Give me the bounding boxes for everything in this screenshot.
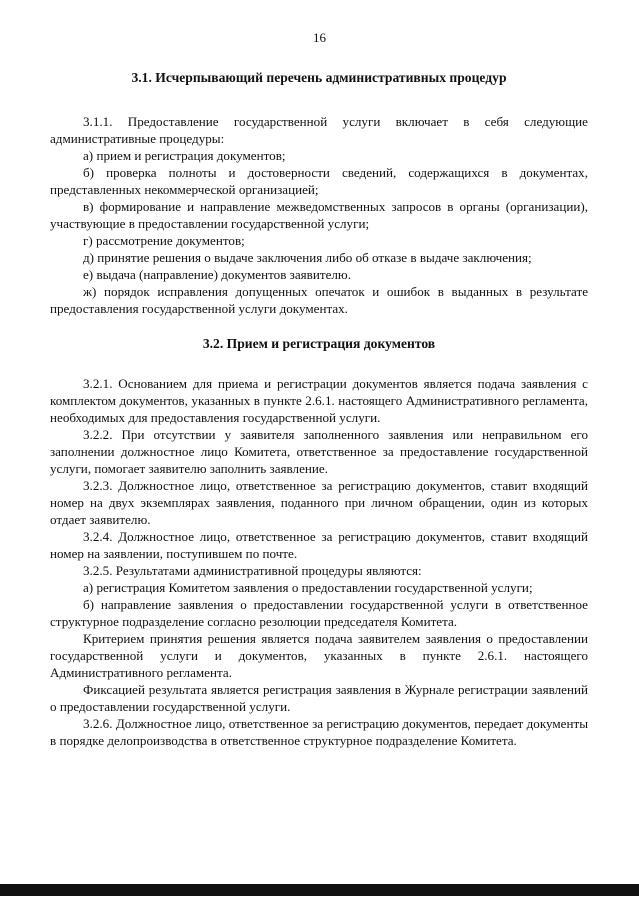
paragraph-3-2-5: 3.2.5. Результатами административной процедуры являются: [83,563,422,578]
section-3-2-body [50,375,588,749]
paragraph-3-2-4: 3.2.4. Должностное лицо, ответственное за регистрацию документов, ставит входящий номер на заявлении, поступившем по почте. [50,529,588,561]
list-item-d: д) принятие решения о выдаче заключения либо об отказе в выдаче заключения; [83,250,532,265]
result-item-a: а) регистрация Комитетом заявления о предоставлении государственной услуги; [83,580,533,595]
list-item-zh: ж) порядок исправления допущенных опечаток и ошибок в выданных в результате предоставления государственной услуги документах. [50,284,588,316]
list-item-b: б) проверка полноты и достоверности сведений, содержащихся в документах, представленных некоммерческой организацией; [50,165,588,197]
result-item-b: б) направление заявления о предоставлении государственной услуги в ответственное структурное подразделение согласно резолюции председателя Комитета. [50,597,588,629]
page-number: 16 [313,30,326,45]
section-3-1-heading: 3.1. Исчерпывающий перечень административных процедур [131,70,507,85]
section-3-2-heading: 3.2. Прием и регистрация документов [202,336,436,351]
scan-bottom-border [0,884,639,896]
paragraph-3-2-3: 3.2.3. Должностное лицо, ответственное за регистрацию документов, ставит входящий номер на двух экземплярах заявления, поданного при личном обращении, один из которых отдает заявителю. [50,478,588,527]
paragraph-3-2-2: 3.2.2. При отсутствии у заявителя заполненного заявления или неправильном его заполнении должностное лицо Комитета, ответственное за предоставление государственной услуги, помогает заявителю заполнить заявление. [50,427,588,476]
list-item-v: в) формирование и направление межведомственных запросов в органы (организации), участвующие в предоставлении государственной услуги; [50,199,588,231]
decision-criterion-paragraph: Критерием принятия решения является подача заявителем заявления о предоставлении государственной услуги и документов, указанных в пункте 2.6.1. настоящего Административного регламента. [50,631,588,680]
list-item-e: е) выдача (направление) документов заявителю. [83,267,351,282]
document-body [50,62,588,749]
list-item-g: г) рассмотрение документов; [83,233,245,248]
paragraph-3-1-1: 3.1.1. Предоставление государственной услуги включает в себя следующие административные процедуры: [50,114,588,146]
result-recording-paragraph: Фиксацией результата является регистрация заявления в Журнале регистрации заявлений о предоставлении государственной услуги. [50,682,588,714]
paragraph-3-2-1: 3.2.1. Основанием для приема и регистрации документов является подача заявления с комплектом документов, указанных в пункте 2.6.1. настоящего Административного регламента, необходимых для предоставления государственной услуги. [50,376,588,425]
list-item-a: а) прием и регистрация документов; [83,148,286,163]
section-3-1-body [50,113,588,317]
paragraph-3-2-6: 3.2.6. Должностное лицо, ответственное за регистрацию документов, передает документы в порядке делопроизводства в ответственное структурное подразделение Комитета. [50,716,588,748]
